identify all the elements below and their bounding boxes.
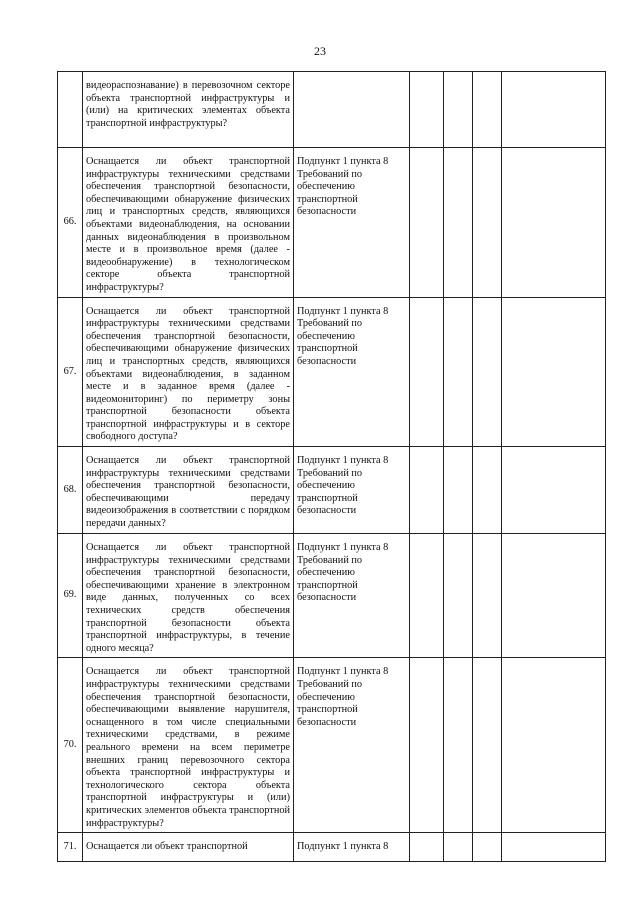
row-number: 69. <box>58 534 83 658</box>
page-number: 23 <box>314 44 326 58</box>
reference-cell <box>294 72 410 148</box>
answer-no-cell <box>444 833 473 862</box>
answer-na-cell <box>473 297 502 447</box>
row-number: 68. <box>58 447 83 534</box>
notes-cell <box>502 658 606 833</box>
answer-na-cell <box>473 534 502 658</box>
answer-no-cell <box>444 447 473 534</box>
notes-cell <box>502 447 606 534</box>
table-row <box>58 534 606 658</box>
row-number: 70. <box>58 658 83 833</box>
answer-yes-cell <box>410 447 444 534</box>
answer-yes-cell <box>410 297 444 447</box>
question-cell: Оснащается ли объект транспортной инфраструктуры техническими средствами обеспечения транспортной безопасности, обеспечивающими хранение в электронном виде данных, полученных со всех технических средств обеспечения транспортной безопасности объекта транспортной инфраструктуры, в течение одного месяца? <box>83 534 294 658</box>
reference-cell: Подпункт 1 пункта 8 Требований по обеспечению транспортной безопасности <box>294 658 410 833</box>
answer-yes-cell <box>410 72 444 148</box>
question-cell: Оснащается ли объект транспортной инфраструктуры техническими средствами обеспечения транспортной безопасности, обеспечивающими передачу видеоизображения в соответствии с порядком передачи данных? <box>83 447 294 534</box>
answer-no-cell <box>444 297 473 447</box>
table-row <box>58 148 606 298</box>
question-cell: Оснащается ли объект транспортной <box>83 833 294 862</box>
reference-cell: Подпункт 1 пункта 8 Требований по обеспечению транспортной безопасности <box>294 534 410 658</box>
reference-cell: Подпункт 1 пункта 8 Требований по обеспечению транспортной безопасности <box>294 148 410 298</box>
row-number <box>58 72 83 148</box>
notes-cell <box>502 833 606 862</box>
answer-yes-cell <box>410 833 444 862</box>
answer-yes-cell <box>410 534 444 658</box>
answer-no-cell <box>444 534 473 658</box>
answer-no-cell <box>444 72 473 148</box>
notes-cell <box>502 72 606 148</box>
reference-cell: Подпункт 1 пункта 8 Требований по обеспечению транспортной безопасности <box>294 297 410 447</box>
table-row <box>58 658 606 833</box>
question-cell: Оснащается ли объект транспортной инфраструктуры техническими средствами обеспечения транспортной безопасности, обеспечивающими обнаружение физических лиц и транспортных средств, являющихся объектами видеонаблюдения, в заданном месте и в заданное время (далее - видеомониторинг) по периметру зоны транспортной безопасности объекта транспортной инфраструктуры и в секторе свободного доступа? <box>83 297 294 447</box>
question-cell: видеораспознавание) в перевозочном секторе объекта транспортной инфраструктуры и (или) на критических элементах объекта транспортной инфраструктуры? <box>83 72 294 148</box>
reference-cell: Подпункт 1 пункта 8 <box>294 833 410 862</box>
table-row <box>58 833 606 862</box>
notes-cell <box>502 148 606 298</box>
table-row <box>58 447 606 534</box>
answer-na-cell <box>473 833 502 862</box>
checklist-table <box>57 71 606 862</box>
row-number: 67. <box>58 297 83 447</box>
question-cell: Оснащается ли объект транспортной инфраструктуры техническими средствами обеспечения транспортной безопасности, обеспечивающими обнаружение физических лиц и транспортных средств, являющихся объектами видеонаблюдения, на основании данных видеонаблюдения в произвольном месте и в произвольное время (далее - видеообнаружение) в технологическом секторе объекта транспортной инфраструктуры? <box>83 148 294 298</box>
notes-cell <box>502 297 606 447</box>
notes-cell <box>502 534 606 658</box>
reference-cell: Подпункт 1 пункта 8 Требований по обеспечению транспортной безопасности <box>294 447 410 534</box>
answer-na-cell <box>473 72 502 148</box>
table-row <box>58 72 606 148</box>
table-row <box>58 297 606 447</box>
question-cell: Оснащается ли объект транспортной инфраструктуры техническими средствами обеспечения транспортной безопасности, обеспечивающими выявление нарушителя, оснащенного в том числе специальными техническими средствами, в режиме реального времени на всем периметре внешних границ перевозочного сектора объекта транспортной инфраструктуры и технологического сектора объекта транспортной инфраструктуры и (или) критических элементов объекта транспортной инфраструктуры? <box>83 658 294 833</box>
answer-no-cell <box>444 148 473 298</box>
answer-yes-cell <box>410 658 444 833</box>
answer-no-cell <box>444 658 473 833</box>
answer-na-cell <box>473 447 502 534</box>
answer-na-cell <box>473 148 502 298</box>
answer-yes-cell <box>410 148 444 298</box>
answer-na-cell <box>473 658 502 833</box>
row-number: 66. <box>58 148 83 298</box>
row-number: 71. <box>58 833 83 862</box>
